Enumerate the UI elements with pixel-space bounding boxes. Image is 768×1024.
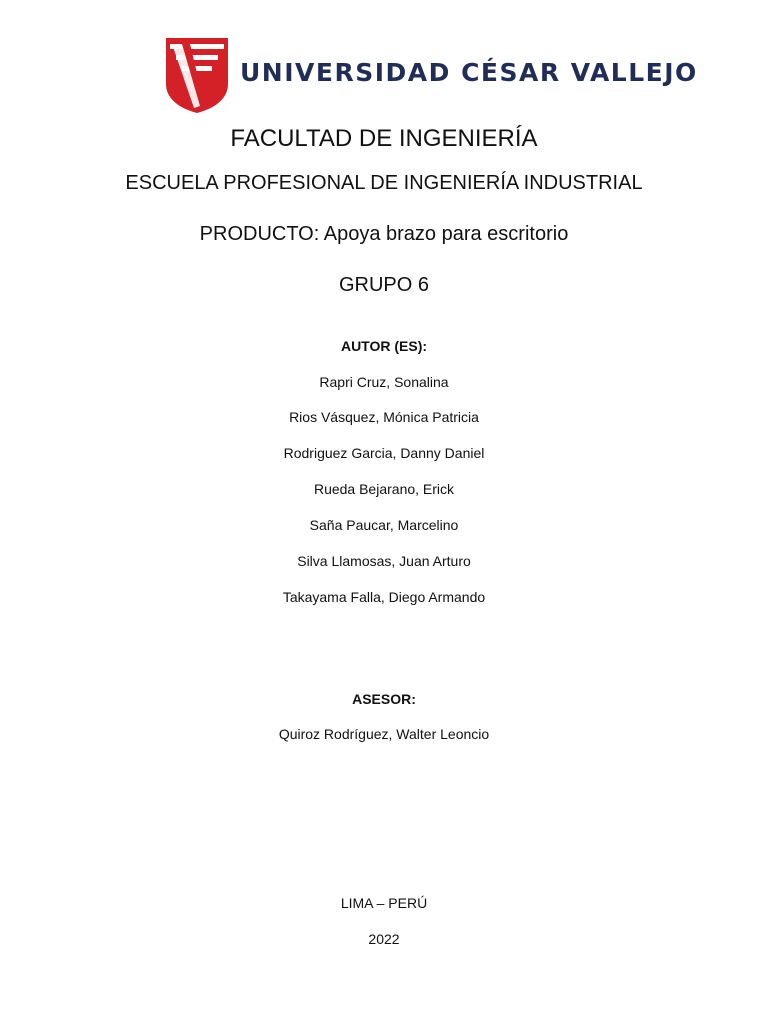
publication-year: 2022 [368, 931, 400, 947]
faculty-title: FACULTAD DE INGENIERÍA [230, 125, 538, 152]
school-title: ESCUELA PROFESIONAL DE INGENIERÍA INDUSTRIAL [125, 172, 643, 194]
authors-label: AUTOR (ES): [340, 338, 428, 354]
university-logo [164, 36, 698, 114]
product-title: PRODUCTO: Apoya brazo para escritorio [199, 223, 569, 245]
advisor-label: ASESOR: [352, 691, 416, 707]
university-name: UNIVERSIDAD CÉSAR VALLEJO [240, 58, 698, 87]
author-name: Rueda Bejarano, Erick [313, 481, 455, 497]
city-country: LIMA – PERÚ [340, 895, 428, 911]
author-name: Silva Llamosas, Juan Arturo [297, 553, 471, 569]
group-title: GRUPO 6 [338, 274, 430, 296]
university-shield-icon [164, 36, 230, 114]
author-name: Rodriguez Garcia, Danny Daniel [283, 445, 485, 461]
advisor-name: Quiroz Rodríguez, Walter Leoncio [278, 726, 490, 742]
author-name: Saña Paucar, Marcelino [309, 517, 459, 533]
author-name: Rios Vásquez, Mónica Patricia [289, 409, 479, 425]
author-name: Takayama Falla, Diego Armando [282, 589, 486, 605]
author-name: Rapri Cruz, Sonalina [319, 374, 449, 390]
